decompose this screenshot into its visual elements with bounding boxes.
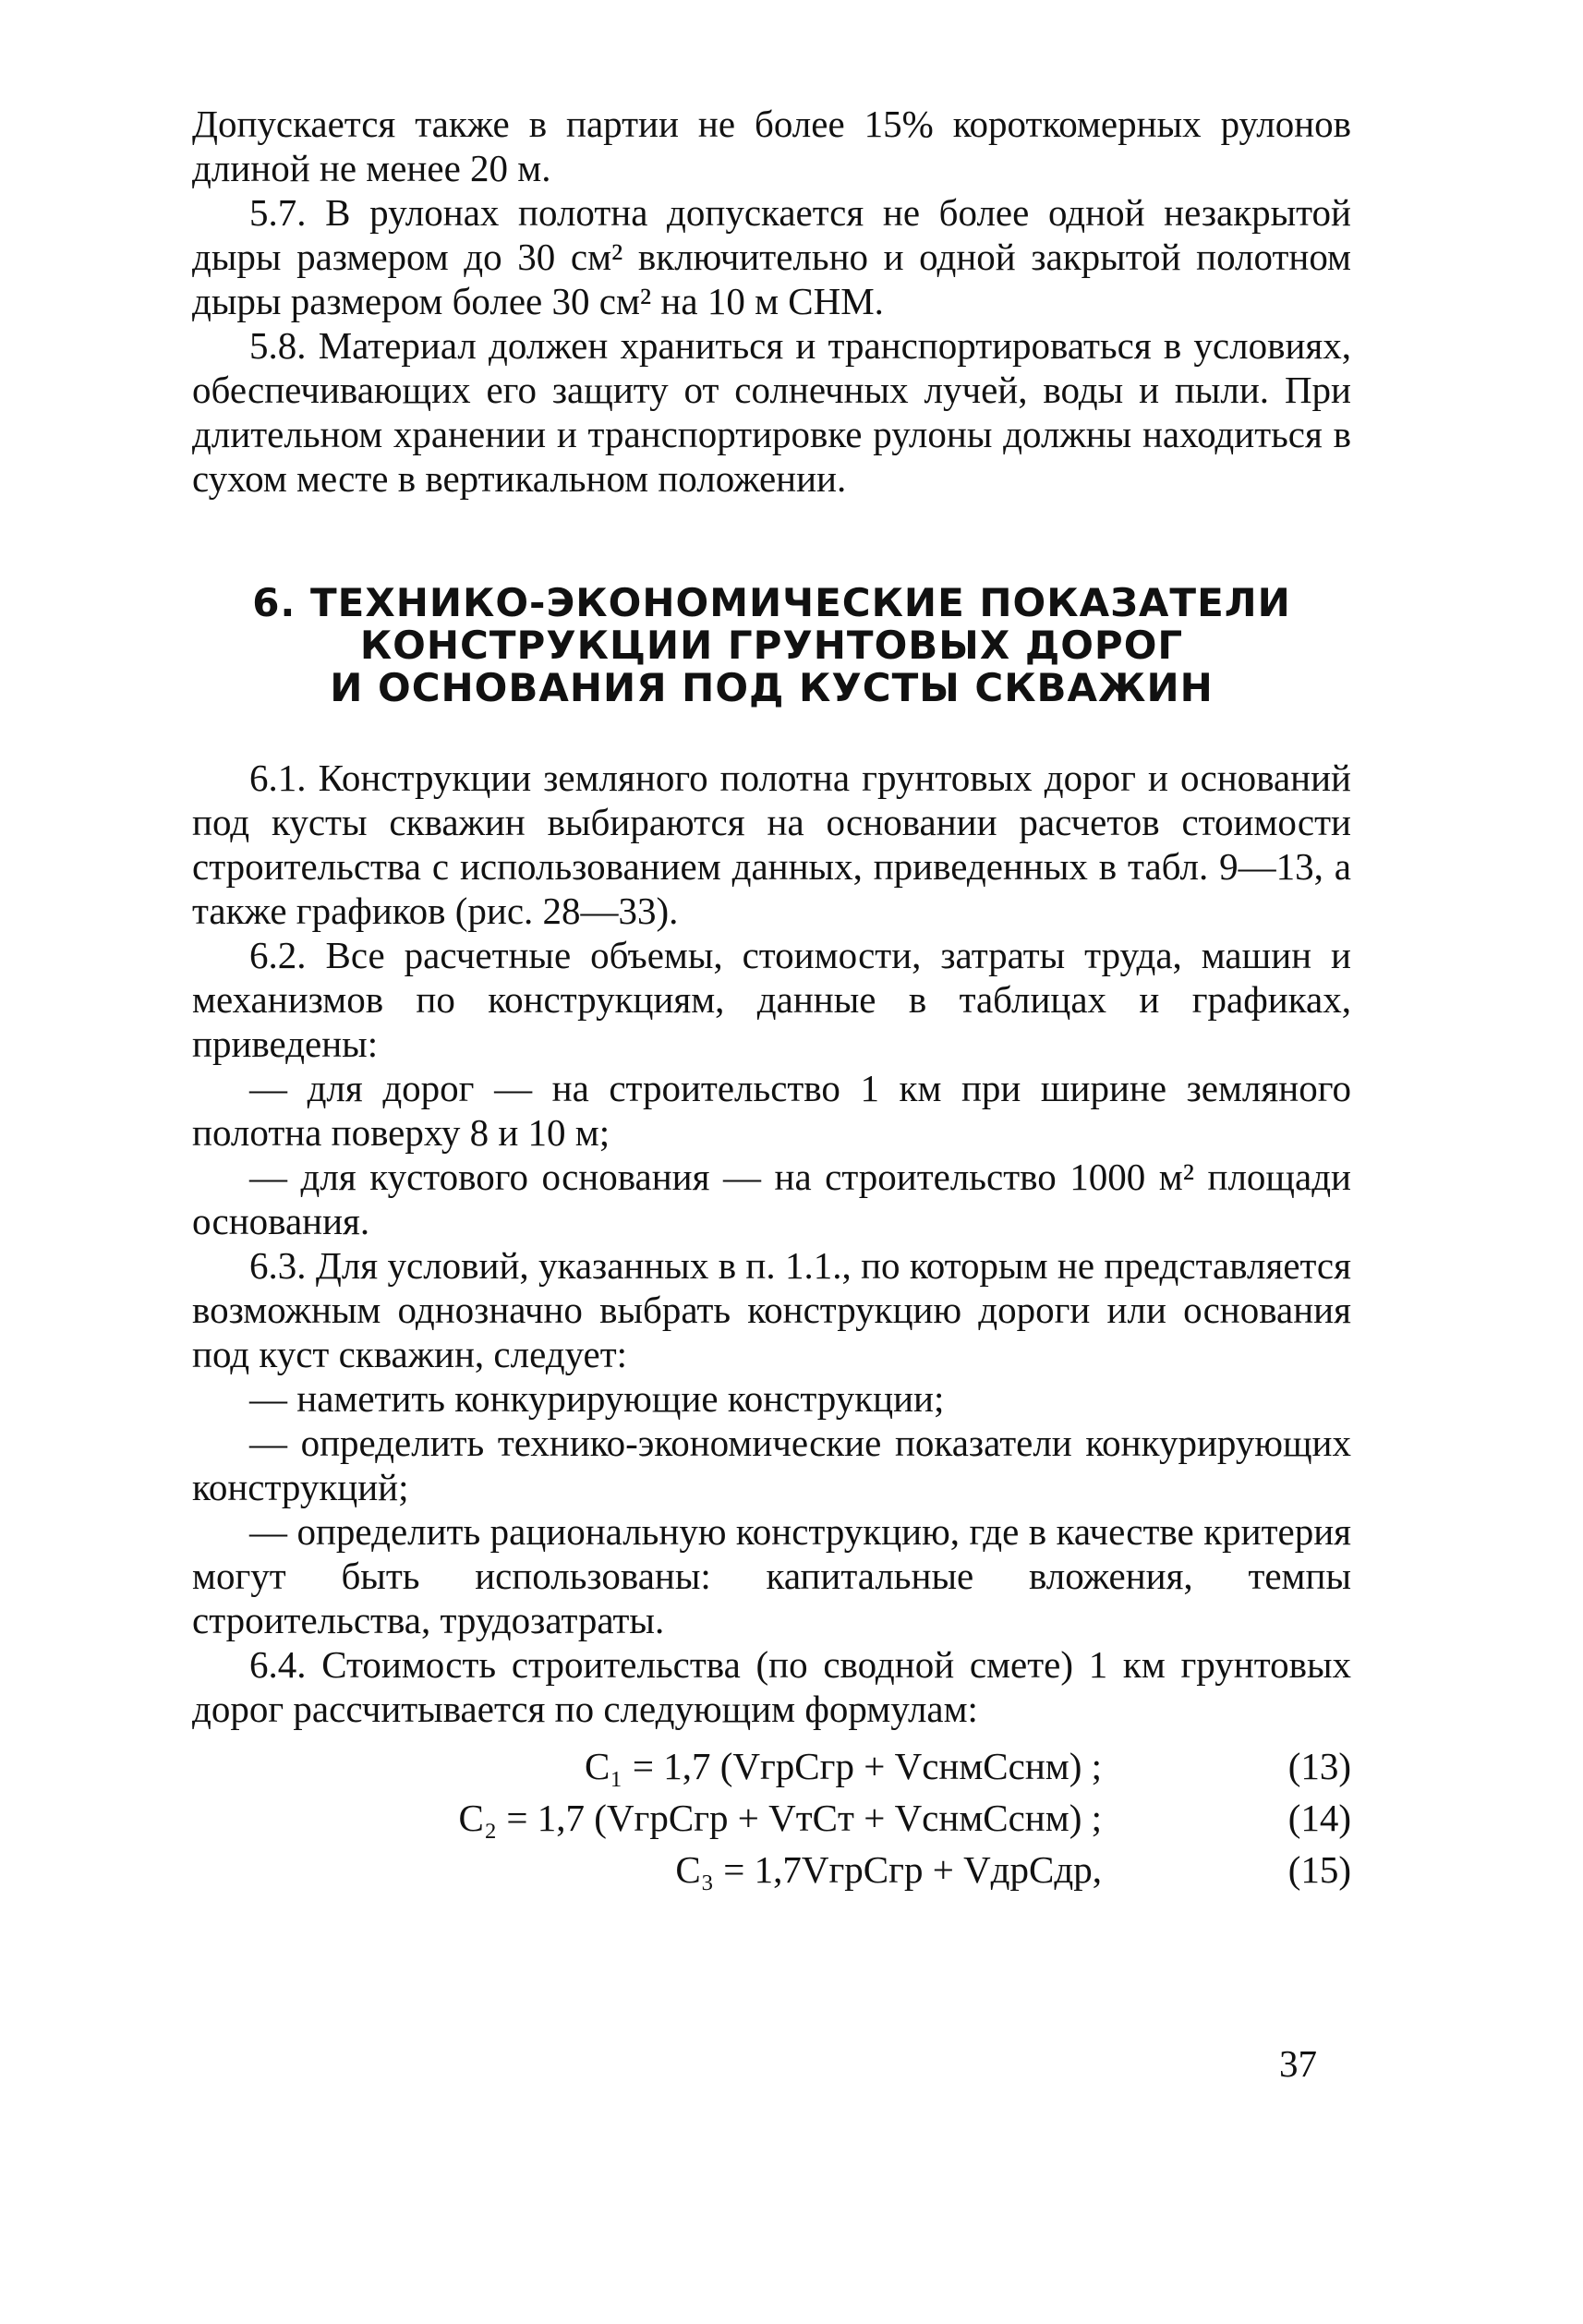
page-number: 37 [1279, 2042, 1317, 2085]
formula-expression: C₁ = 1,7 (VгрCгр + VснмCснм) ; [584, 1745, 1102, 1787]
paragraph-5-7: 5.7. В рулонах полотна допускается не более одной незакрытой дыры размером до 30 см² включительно и одной закрытой полотном дыры размером более 30 см² на 10 м СНМ. [192, 191, 1351, 322]
paragraph-5-8: 5.8. Материал должен храниться и транспортироваться в условиях, обеспечивающих его защиту от солнечных лучей, воды и пыли. При длительном хранении и транспортировке рулоны должны находиться в сухом месте в вертикальном положении. [192, 324, 1351, 500]
formula-expression: C₃ = 1,7VгрCгр + VдрCдр, [675, 1848, 1102, 1891]
section-heading-line-2: КОНСТРУКЦИИ ГРУНТОВЫХ ДОРОГ [359, 623, 1184, 668]
paragraph-6-2: 6.2. Все расчетные объемы, стоимости, затраты труда, машин и механизмов по конструкциям, данные в таблицах и графиках, приведены: [192, 934, 1351, 1065]
paragraph-6-4: 6.4. Стоимость строительства (по сводной смете) 1 км грунтовых дорог рассчитывается по следующим формулам: [192, 1643, 1351, 1730]
formula-13 [192, 1740, 1351, 1792]
section-heading-line-3: И ОСНОВАНИЯ ПОД КУСТЫ СКВАЖИН [330, 665, 1214, 710]
formula-number: (14) [1287, 1797, 1351, 1839]
list-item-cluster-base: — для кустового основания — на строительство 1000 м² площади основания. [192, 1156, 1351, 1242]
document-page [192, 102, 1351, 1895]
formula-15 [192, 1844, 1351, 1895]
list-item-rational-design: — определить рациональную конструкцию, где в качестве критерия могут быть использованы: капитальные вложения, темпы строительства, трудозатраты. [192, 1510, 1351, 1641]
section-heading [192, 582, 1351, 709]
section-heading-line-1: 6. ТЕХНИКО-ЭКОНОМИЧЕСКИЕ ПОКАЗАТЕЛИ [252, 580, 1291, 625]
formula-number: (15) [1287, 1848, 1351, 1891]
formula-block [192, 1740, 1351, 1895]
paragraph-rolls-short: Допускается также в партии не более 15% короткомерных рулонов длиной не менее 20 м. [192, 103, 1351, 189]
list-item-determine-indicators: — определить технико-экономические показатели конкурирующих конструкций; [192, 1422, 1351, 1508]
formula-expression: C₂ = 1,7 (VгрCгр + VтCт + VснмCснм) ; [458, 1797, 1102, 1839]
list-item-roads: — для дорог — на строительство 1 км при ширине земляного полотна поверху 8 и 10 м; [192, 1067, 1351, 1154]
paragraph-6-3: 6.3. Для условий, указанных в п. 1.1., по которым не представляется возможным однозначно выбрать конструкцию дороги или основания под куст скважин, следует: [192, 1244, 1351, 1375]
formula-number: (13) [1287, 1745, 1351, 1787]
paragraph-6-1: 6.1. Конструкции земляного полотна грунтовых дорог и оснований под кусты скважин выбираются на основании расчетов стоимости строительства с использованием данных, приведенных в табл. 9—13, а также графиков (рис. 28—33). [192, 757, 1351, 932]
formula-14 [192, 1792, 1351, 1844]
list-item-outline-options: — наметить конкурирующие конструкции; [249, 1377, 945, 1420]
